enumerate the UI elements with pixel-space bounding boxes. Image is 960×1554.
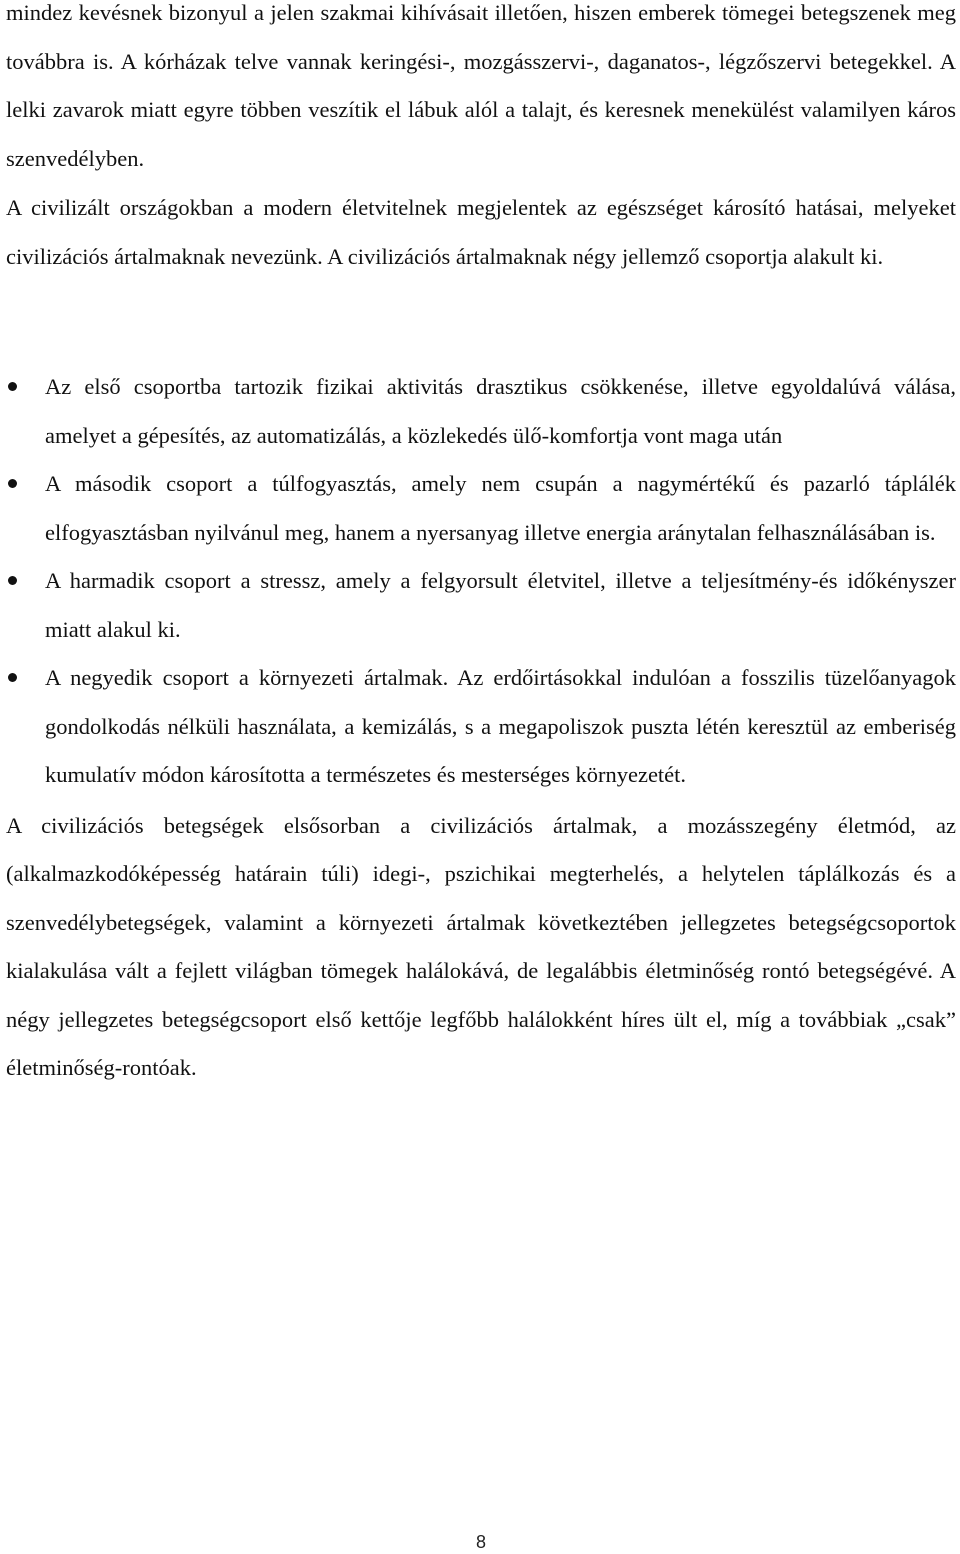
paragraph-civilization-harms: A civilizált országokban a modern életvitelnek megjelentek az egészséget károsító hatásai, melyeket civilizációs ártalmaknak nevezünk. A civilizációs ártalmaknak négy jellemző csoportja alakult ki.	[6, 195, 956, 269]
paragraph-intro: mindez kevésnek bizonyul a jelen szakmai kihívásait illetően, hiszen emberek tömegei betegszenek meg továbbra is. A kórházak telve vannak keringési-, mozgásszervi-, daganatos-, légzőszervi betegekkel. A lelki zavarok miatt egyre többen veszítik el lábuk alól a talajt, és keresnek menekülést valamilyen káros szenvedélyben.	[6, 0, 956, 171]
harm-groups-list	[6, 363, 956, 800]
bullet-icon	[8, 479, 17, 488]
list-item-text: A második csoport a túlfogyasztás, amely nem csupán a nagymértékű és pazarló táplálék elfogyasztásban nyilvánul meg, hanem a nyersanyag illetve energia aránytalan felhasználásában is.	[45, 471, 956, 545]
list-item-text: A negyedik csoport a környezeti ártalmak. Az erdőirtásokkal indulóan a fosszilis tüzelőanyagok gondolkodás nélküli használata, a kemizálás, s a megapoliszok puszta létén keresztül az emberiség kumulatív módon károsította a természetes és mesterséges környezetét.	[45, 665, 956, 787]
page-number: 8	[475, 1532, 486, 1552]
list-item-text: Az első csoportba tartozik fizikai aktivitás drasztikus csökkenése, illetve egyoldalúvá válása, amelyet a gépesítés, az automatizálás, a közlekedés ülő-komfortja vont maga után	[45, 374, 956, 448]
document-page	[6, 0, 956, 1093]
list-item	[6, 363, 956, 460]
list-item	[6, 654, 956, 800]
bullet-icon	[8, 382, 17, 391]
list-item-text: A harmadik csoport a stressz, amely a felgyorsult életvitel, illetve a teljesítmény-és időkényszer miatt alakul ki.	[45, 568, 956, 642]
bullet-icon	[8, 576, 17, 585]
list-item	[6, 460, 956, 557]
bullet-icon	[8, 673, 17, 682]
paragraph-civilization-diseases: A civilizációs betegségek elsősorban a civilizációs ártalmak, a mozásszegény életmód, az (alkalmazkodóképesség határain túli) idegi-, pszichikai megterhelés, a helytelen táplálkozás és a szenvedélybetegségek, valamint a környezeti ártalmak következtében jellegzetes betegségcsoportok kialakulása vált a fejlett világban tömegek halálokává, de legalábbis életminőség rontó betegségévé. A négy jellegzetes betegségcsoport első kettője legfőbb halálokként híres ült el, míg a továbbiak „csak” életminőség-rontóak.	[6, 812, 956, 1080]
list-item	[6, 557, 956, 654]
